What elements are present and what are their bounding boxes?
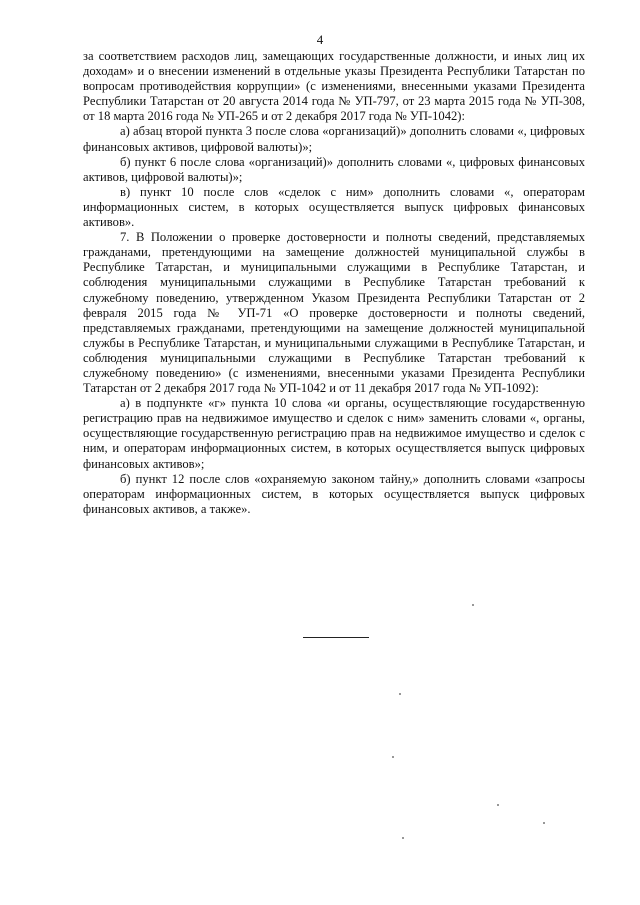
paragraph-item-v: в) пункт 10 после слов «сделок с ним» дополнить словами «, операторам информационных систем, в которых осуществляется выпуск цифровых финансовых активов». xyxy=(83,184,585,230)
paragraph-continuation: за соответствием расходов лиц, замещающих государственные должности, и иных лиц их доходам» и о внесении изменений в отдельные указы Президента Республики Татарстан по вопросам противодействия коррупции» (с изменениями, внесенными указами Президента Республики Татарстан от 20 августа 2014 года № УП-797, от 23 марта 2015 года № УП-308, от 18 марта 2016 года № УП-265 и от 2 декабря 2017 года № УП-1042): xyxy=(83,49,585,124)
scan-speck xyxy=(543,822,545,824)
paragraph-section-7-item-a: а) в подпункте «г» пункта 10 слова «и органы, осуществляющие государственную регистрацию прав на недвижимое имущество и сделок с ним» заменить словами «, органы, осуществляющие государственную регистрацию прав на недвижимое имущество и сделок с ним, и операторам информационных систем, в которых осуществляется выпуск цифровых финансовых активов»; xyxy=(83,396,585,471)
paragraph-section-7-item-b: б) пункт 12 после слов «охраняемую законом тайну,» дополнить словами «запросы операторам информационных систем, в которых осуществляется выпуск цифровых финансовых активов, а также». xyxy=(83,471,585,516)
page-number: 4 xyxy=(316,32,324,47)
end-of-text-rule xyxy=(303,637,369,638)
scan-speck xyxy=(399,693,401,695)
scan-speck xyxy=(402,837,404,839)
paragraph-item-a: а) абзац второй пункта 3 после слова «организаций)» дополнить словами «, цифровых финансовых активов, цифровой валюты)»; xyxy=(83,124,585,154)
scan-speck xyxy=(497,804,499,806)
paragraph-item-b: б) пункт 6 после слова «организаций)» дополнить словами «, цифровых финансовых активов, цифровой валюты)»; xyxy=(83,154,585,184)
paragraph-section-7: 7. В Положении о проверке достоверности и полноты сведений, представляемых гражданами, претендующими на замещение должностей муниципальной службы в Республике Татарстан, и муниципальными служащими в Республике Татарстан, и соблюдения муниципальными служащими в Республике Татарстан требований к служебному поведению, утвержденном Указом Президента Республики Татарстан от 2 февраля 2015 года № УП-71 «О проверке достоверности и полноты сведений, представляемых гражданами, претендующими на замещение должностей муниципальной службы в Республике Татарстан, и муниципальными служащими в Республике Татарстан, и соблюдения муниципальными служащими в Республике Татарстан требований к служебному поведению» (с изменениями, внесенными указами Президента Республики Татарстан от 2 декабря 2017 года № УП-1042 и от 11 декабря 2017 года № УП-1092): xyxy=(83,230,585,396)
scan-speck xyxy=(392,756,394,758)
scan-speck xyxy=(472,604,474,606)
document-body xyxy=(83,49,585,517)
